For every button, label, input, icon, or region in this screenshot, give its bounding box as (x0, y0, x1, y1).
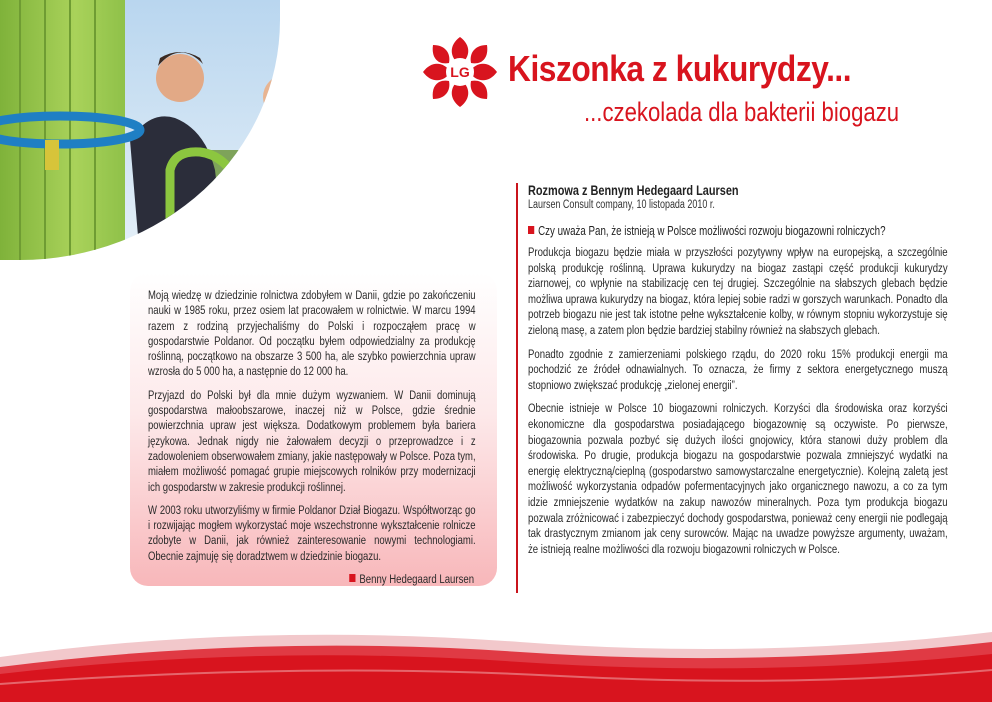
bottom-wave-decoration (0, 602, 992, 702)
answer-paragraph: Obecnie istnieje w Polsce 10 biogazowni rolniczych. Korzyści dla środowiska oraz korzyści ekonomiczne dla gospodarstwa posiadającego biogazownię są oczywiste. Po pierwsze, biogazownia pozwala pozbyć się dużych ilości gnojowicy, która stanowi duży problem dla środowiska. Po drugie, produkcja biogazu na gospodarstwie pozwala zmniejszyć wydatki na energię elektryczną/cieplną (gospodarstwo samowystarczalne energetycznie). Kolejną zaletą jest możliwość wykorzystania odpadów pofermentacyjnych jako organicznego nawozu, a co za tym idzie zmniejszenie wydatków na zakup nawozów mineralnych. Poza tym produkcja biogazu pozwala zróżnicować i zabezpieczyć dochody gospodarstwa, ponieważ ceny energii nie podlegają tak drastycznym zmianom jak ceny surowców. Mając na uwadze powyższe argumenty, uważam, że istnieją realne możliwości dla rozwoju biogazowni rolniczych w Polsce. (528, 401, 948, 556)
bio-signature (148, 572, 476, 587)
bullet-square-icon (349, 574, 355, 582)
column-divider (516, 183, 518, 593)
header-photo (0, 0, 280, 260)
bio-text (148, 288, 476, 587)
page-title: Kiszonka z kukurydzy... (508, 48, 852, 89)
bio-paragraph: Moją wiedzę w dziedzinie rolnictwa zdobyłem w Danii, gdzie po zakończeniu nauki w 1985 roku, przez osiem lat pracowałem w rolnictwie. W marcu 1994 razem z rodziną przyjechaliśmy do Polski i rozpocząłem pracę w gospodarstwie Poldanor. Od początku byłem odpowiedzialny za produkcję roślinną, początkowo na obszarze 3 500 ha, ale szybko powierzchnia upraw wzrosła do 5 000 ha, a następnie do 12 000 ha. (148, 288, 476, 379)
answer-paragraph: Produkcja biogazu będzie miała w przyszłości pozytywny wpływ na europejską, a szczególnie polską produkcję roślinną. Uprawa kukurydzy na biogaz zastąpi część produkcji kukurydzy ziarnowej, co wpłynie na stabilizację cen tej drugiej. Szczególnie na słabszych glebach będzie możliwa uprawa kukurydzy na biogaz, która lepiej sobie radzi w gorszych warunkach. Ponadto dla potrzeb biogazu nie jest tak istotne pełne wykształcenie kolby, w równym stopniu wykorzystuje się zieloną masę, a zatem plon będzie bardziej stabilny również na słabszych glebach. (528, 245, 948, 337)
interview-column (528, 182, 948, 565)
page-subtitle: ...czekolada dla bakterii biogazu (584, 97, 900, 127)
interviewer-line: Rozmowa z Bennym Hedegaard Laursen (528, 182, 739, 198)
signature-text: Benny Hedegaard Laursen (359, 572, 475, 587)
bio-paragraph: Przyjazd do Polski był dla mnie dużym wyzwaniem. W Danii dominują gospodarstwa małoobszarowe, inaczej niż w Polsce, gdzie średnie powierzchnia upraw jest większa. Dodatkowym problemem była bariera językowa. Jednak nigdy nie żałowałem decyzji o przeprowadzce i z zadowoleniem obserwowałem zmiany, jakie następowały w Polsce. Poza tym, miałem możliwość pomagać grupie miejscowych rolników przy modernizacji ich gospodarstw w zakresie produkcji roślinnej. (148, 387, 476, 494)
bio-paragraph: W 2003 roku utworzyliśmy w firmie Poldanor Dział Biogazu. Współtworząc go i rozwijając mogłem wykorzystać moje wszechstronne wykształcenie rolnicze zdobyte w Danii, jak również zainteresowanie nowymi technologiami. Obecnie zajmuję się doradztwem w dziedzinie biogazu. (148, 502, 476, 563)
bullet-square-icon (528, 226, 534, 234)
question-text: Czy uważa Pan, że istnieją w Polsce możliwości rozwoju biogazowni rolniczych? (538, 224, 886, 238)
lg-logo (421, 35, 499, 109)
interview-question (528, 223, 948, 239)
logo-text: LG (450, 64, 470, 80)
answer-paragraph: Ponadto zgodnie z zamierzeniami polskiego rządu, do 2020 roku 15% produkcji energii ma pochodzić ze źródeł odnawialnych. To oznacza, że firmy z sektora energetycznego muszą stopniowo zwiększać produkcję „zielonej energii”. (528, 346, 948, 392)
company-date-line: Laursen Consult company, 10 listopada 2010 r. (528, 199, 715, 211)
